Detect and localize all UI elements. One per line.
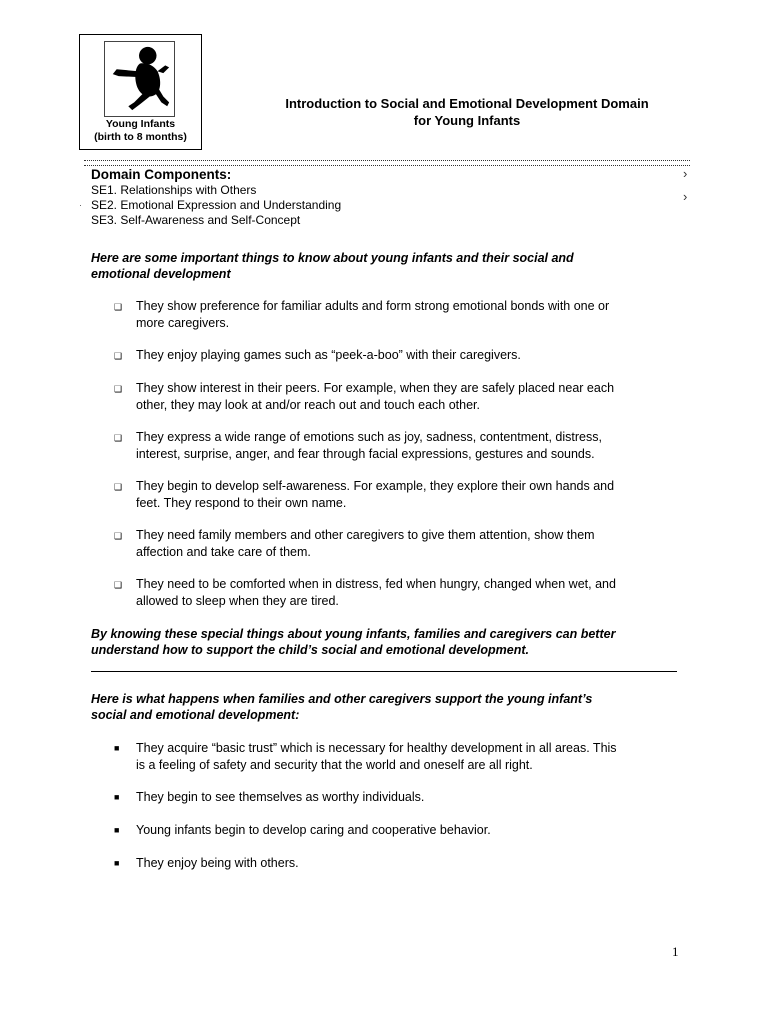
- list-item-line: more caregivers.: [136, 315, 230, 330]
- list-item-line: They need family members and other caregivers to give them attention, show them: [136, 528, 595, 542]
- list-item: [136, 298, 676, 331]
- section2-intro-line2: social and emotional development:: [91, 708, 300, 722]
- section2-intro-line1: Here is what happens when families and other caregivers support the young infant’s: [91, 692, 593, 706]
- list-item-line: They begin to see themselves as worthy individuals.: [136, 790, 425, 804]
- section1-closing-line1: By knowing these special things about young infants, families and caregivers can better: [91, 627, 616, 641]
- section2-intro: [91, 691, 681, 723]
- stray-dot: ·: [79, 200, 82, 210]
- page-title: [232, 95, 702, 129]
- checkbox-bullet-icon: ❑: [114, 531, 123, 541]
- logo-caption: [80, 118, 201, 144]
- checkbox-bullet-icon: ❑: [114, 302, 123, 312]
- list-item: [136, 576, 676, 609]
- checkbox-bullet-icon: ❑: [114, 482, 123, 492]
- list-item-line: feet. They respond to their own name.: [136, 495, 347, 510]
- list-item-line: They enjoy being with others.: [136, 856, 299, 870]
- list-item: [136, 429, 676, 462]
- square-bullet-icon: ■: [114, 743, 120, 753]
- section1-intro-line2: emotional development: [91, 267, 231, 281]
- list-item: [136, 527, 676, 560]
- logo-caption-line1: Young Infants: [105, 118, 176, 130]
- checkbox-bullet-icon: ❑: [114, 433, 123, 443]
- list-item-line: is a feeling of safety and security that the world and oneself are all right.: [136, 757, 533, 772]
- list-item: [136, 478, 676, 511]
- component-item: SE3. Self-Awareness and Self-Concept: [91, 213, 301, 227]
- chevron-right-icon: ›: [683, 189, 688, 204]
- checkbox-bullet-icon: ❑: [114, 580, 123, 590]
- page-number: 1: [672, 944, 679, 959]
- list-item: [136, 380, 676, 413]
- checkbox-bullet-icon: ❑: [114, 351, 123, 361]
- title-line1: Introduction to Social and Emotional Development Domain: [285, 96, 649, 111]
- components-heading: Domain Components:: [91, 167, 232, 182]
- baby-silhouette-icon: [104, 41, 175, 117]
- section1-closing-line2: understand how to support the child’s social and emotional development.: [91, 643, 530, 657]
- logo-box: [79, 34, 202, 150]
- section1-intro-line1: Here are some important things to know about young infants and their social and: [91, 251, 574, 265]
- list-item: [136, 789, 676, 806]
- list-item-line: They show interest in their peers. For example, when they are safely placed near each: [136, 381, 615, 395]
- list-item: [136, 740, 676, 773]
- dotted-divider-bottom: [84, 165, 690, 166]
- square-bullet-icon: ■: [114, 858, 120, 868]
- section1-intro: [91, 250, 681, 282]
- horizontal-rule: [91, 671, 677, 672]
- component-item: SE2. Emotional Expression and Understanding: [91, 198, 342, 212]
- list-item-line: They acquire “basic trust” which is necessary for healthy development in all areas. This: [136, 741, 617, 755]
- list-item-line: They enjoy playing games such as “peek-a-boo” with their caregivers.: [136, 348, 521, 362]
- list-item-line: other, they may look at and/or reach out and touch each other.: [136, 397, 480, 412]
- chevron-right-icon: ›: [683, 166, 688, 181]
- list-item: [136, 855, 676, 872]
- list-item-line: allowed to sleep when they are tired.: [136, 593, 339, 608]
- list-item-line: They express a wide range of emotions such as joy, sadness, contentment, distress,: [136, 430, 602, 444]
- logo-caption-line2: (birth to 8 months): [94, 131, 187, 143]
- checkbox-bullet-icon: ❑: [114, 384, 123, 394]
- section1-closing: [91, 626, 681, 658]
- list-item-line: interest, surprise, anger, and fear through facial expressions, gestures and sounds.: [136, 446, 595, 461]
- component-item: SE1. Relationships with Others: [91, 183, 257, 197]
- title-line2: for Young Infants: [413, 113, 521, 128]
- list-item-line: Young infants begin to develop caring and cooperative behavior.: [136, 823, 491, 837]
- list-item-line: affection and take care of them.: [136, 544, 311, 559]
- list-item-line: They need to be comforted when in distress, fed when hungry, changed when wet, and: [136, 577, 616, 591]
- list-item-line: They begin to develop self-awareness. For example, they explore their own hands and: [136, 479, 615, 493]
- list-item: [136, 822, 676, 839]
- square-bullet-icon: ■: [114, 825, 120, 835]
- square-bullet-icon: ■: [114, 792, 120, 802]
- list-item-line: They show preference for familiar adults and form strong emotional bonds with one or: [136, 299, 610, 313]
- dotted-divider-top: [84, 160, 690, 161]
- list-item: [136, 347, 676, 364]
